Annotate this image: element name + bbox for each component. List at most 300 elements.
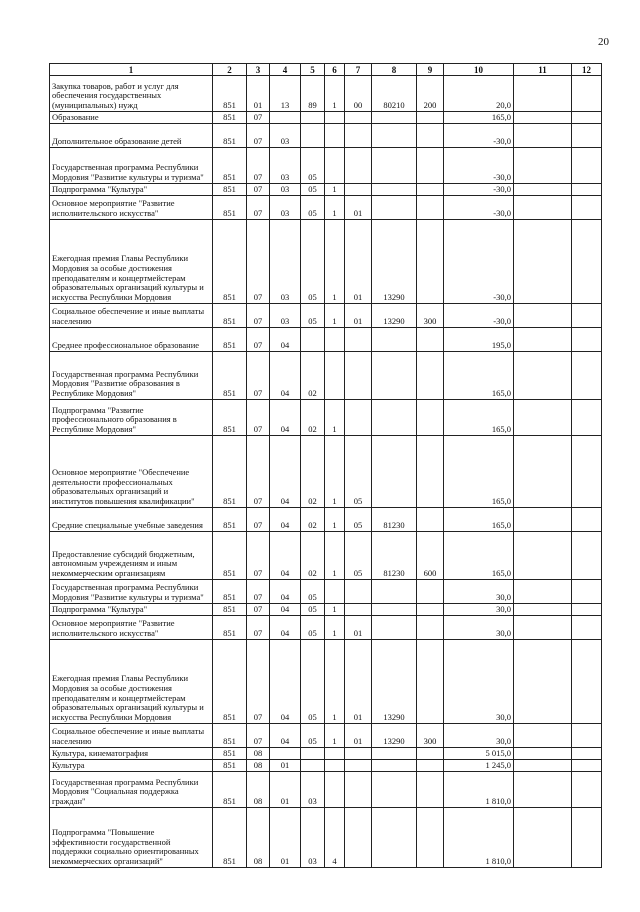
amount-cell-12 <box>572 124 602 148</box>
code-cell-4 <box>270 112 301 124</box>
code-cell-8 <box>372 400 417 436</box>
code-cell-9: 200 <box>417 76 444 112</box>
code-cell-7 <box>345 124 372 148</box>
table-row <box>50 580 602 604</box>
code-cell-7 <box>345 808 372 868</box>
table-row <box>50 748 602 760</box>
code-cell-7: 01 <box>345 304 372 328</box>
table-row <box>50 532 602 580</box>
row-name-cell: Ежегодная премия Главы Республики Мордовия за особые достижения преподавателям и концертмейстерам образовательных организаций культуры и искусства Республики Мордовия <box>50 640 213 724</box>
code-cell-3: 07 <box>247 184 270 196</box>
table-row <box>50 772 602 808</box>
amount-cell-11 <box>514 640 572 724</box>
code-cell-4: 03 <box>270 184 301 196</box>
amount-cell-11 <box>514 148 572 184</box>
code-cell-6: 1 <box>325 76 345 112</box>
code-cell-9: 300 <box>417 304 444 328</box>
code-cell-6: 1 <box>325 220 345 304</box>
code-cell-9 <box>417 436 444 508</box>
code-cell-5: 05 <box>301 304 325 328</box>
code-cell-3: 07 <box>247 124 270 148</box>
column-header: 8 <box>372 64 417 76</box>
code-cell-8 <box>372 760 417 772</box>
code-cell-9 <box>417 196 444 220</box>
code-cell-9 <box>417 616 444 640</box>
amount-cell: 165,0 <box>444 436 514 508</box>
table-row <box>50 616 602 640</box>
code-cell-7: 01 <box>345 616 372 640</box>
row-name-cell: Государственная программа Республики Мордовия "Социальная поддержка граждан" <box>50 772 213 808</box>
amount-cell-12 <box>572 760 602 772</box>
amount-cell-12 <box>572 604 602 616</box>
code-cell-2: 851 <box>213 772 247 808</box>
code-cell-6: 1 <box>325 724 345 748</box>
code-cell-4: 04 <box>270 328 301 352</box>
amount-cell-12 <box>572 76 602 112</box>
amount-cell-11 <box>514 808 572 868</box>
code-cell-2: 851 <box>213 808 247 868</box>
amount-cell: -30,0 <box>444 148 514 184</box>
code-cell-5: 03 <box>301 808 325 868</box>
code-cell-6 <box>325 112 345 124</box>
column-header: 9 <box>417 64 444 76</box>
table-header-row <box>50 64 602 76</box>
column-header: 1 <box>50 64 213 76</box>
amount-cell: 1 245,0 <box>444 760 514 772</box>
amount-cell: 30,0 <box>444 640 514 724</box>
code-cell-5: 02 <box>301 352 325 400</box>
row-name-cell: Основное мероприятие "Развитие исполнительского искусства" <box>50 196 213 220</box>
code-cell-9 <box>417 604 444 616</box>
amount-cell: 165,0 <box>444 508 514 532</box>
amount-cell: -30,0 <box>444 220 514 304</box>
amount-cell-12 <box>572 196 602 220</box>
budget-table <box>49 63 602 868</box>
amount-cell-12 <box>572 640 602 724</box>
code-cell-4: 03 <box>270 124 301 148</box>
code-cell-2: 851 <box>213 328 247 352</box>
code-cell-2: 851 <box>213 124 247 148</box>
code-cell-3: 08 <box>247 748 270 760</box>
code-cell-6: 1 <box>325 304 345 328</box>
code-cell-6: 4 <box>325 808 345 868</box>
code-cell-2: 851 <box>213 148 247 184</box>
code-cell-5: 05 <box>301 640 325 724</box>
code-cell-7 <box>345 748 372 760</box>
code-cell-8 <box>372 808 417 868</box>
code-cell-8 <box>372 196 417 220</box>
amount-cell-12 <box>572 352 602 400</box>
code-cell-4: 13 <box>270 76 301 112</box>
code-cell-6 <box>325 352 345 400</box>
amount-cell: 5 015,0 <box>444 748 514 760</box>
code-cell-4: 04 <box>270 352 301 400</box>
code-cell-9 <box>417 640 444 724</box>
code-cell-9 <box>417 508 444 532</box>
amount-cell-11 <box>514 580 572 604</box>
code-cell-8: 13290 <box>372 640 417 724</box>
code-cell-5: 02 <box>301 532 325 580</box>
code-cell-6: 1 <box>325 196 345 220</box>
code-cell-5: 89 <box>301 76 325 112</box>
code-cell-6: 1 <box>325 532 345 580</box>
code-cell-5: 05 <box>301 184 325 196</box>
amount-cell-11 <box>514 220 572 304</box>
code-cell-2: 851 <box>213 724 247 748</box>
column-header: 10 <box>444 64 514 76</box>
column-header: 7 <box>345 64 372 76</box>
code-cell-5: 05 <box>301 220 325 304</box>
code-cell-7: 05 <box>345 532 372 580</box>
code-cell-7: 01 <box>345 724 372 748</box>
code-cell-3: 07 <box>247 400 270 436</box>
code-cell-9 <box>417 400 444 436</box>
row-name-cell: Подпрограмма "Культура" <box>50 604 213 616</box>
code-cell-2: 851 <box>213 352 247 400</box>
row-name-cell: Социальное обеспечение и иные выплаты населению <box>50 304 213 328</box>
table-body <box>50 76 602 868</box>
amount-cell: 195,0 <box>444 328 514 352</box>
code-cell-6 <box>325 124 345 148</box>
amount-cell: 165,0 <box>444 400 514 436</box>
code-cell-6 <box>325 748 345 760</box>
row-name-cell: Средние специальные учебные заведения <box>50 508 213 532</box>
amount-cell-11 <box>514 532 572 580</box>
table-row <box>50 112 602 124</box>
row-name-cell: Предоставление субсидий бюджетным, автономным учреждениям и иным некоммерческим организациям <box>50 532 213 580</box>
row-name-cell: Среднее профессиональное образование <box>50 328 213 352</box>
amount-cell: 30,0 <box>444 580 514 604</box>
amount-cell-11 <box>514 772 572 808</box>
code-cell-2: 851 <box>213 508 247 532</box>
amount-cell: 165,0 <box>444 352 514 400</box>
column-header: 2 <box>213 64 247 76</box>
table-row <box>50 436 602 508</box>
amount-cell: 1 810,0 <box>444 808 514 868</box>
table-row <box>50 196 602 220</box>
code-cell-6: 1 <box>325 436 345 508</box>
code-cell-9 <box>417 772 444 808</box>
code-cell-7: 01 <box>345 196 372 220</box>
code-cell-2: 851 <box>213 580 247 604</box>
amount-cell-11 <box>514 400 572 436</box>
code-cell-9 <box>417 748 444 760</box>
code-cell-8: 13290 <box>372 220 417 304</box>
code-cell-5 <box>301 748 325 760</box>
code-cell-3: 07 <box>247 148 270 184</box>
amount-cell-11 <box>514 76 572 112</box>
amount-cell-11 <box>514 196 572 220</box>
code-cell-2: 851 <box>213 748 247 760</box>
code-cell-6: 1 <box>325 604 345 616</box>
code-cell-8 <box>372 580 417 604</box>
column-header: 12 <box>572 64 602 76</box>
table-row <box>50 352 602 400</box>
amount-cell-12 <box>572 184 602 196</box>
amount-cell-11 <box>514 760 572 772</box>
table-row <box>50 220 602 304</box>
amount-cell-12 <box>572 724 602 748</box>
code-cell-6 <box>325 328 345 352</box>
column-header: 4 <box>270 64 301 76</box>
code-cell-9 <box>417 124 444 148</box>
amount-cell-11 <box>514 724 572 748</box>
amount-cell-11 <box>514 328 572 352</box>
amount-cell-11 <box>514 508 572 532</box>
table-row <box>50 400 602 436</box>
code-cell-7: 00 <box>345 76 372 112</box>
code-cell-9: 600 <box>417 532 444 580</box>
amount-cell: -30,0 <box>444 124 514 148</box>
code-cell-7 <box>345 148 372 184</box>
code-cell-9 <box>417 184 444 196</box>
row-name-cell: Культура <box>50 760 213 772</box>
code-cell-7 <box>345 604 372 616</box>
code-cell-3: 07 <box>247 112 270 124</box>
table-row <box>50 124 602 148</box>
code-cell-7 <box>345 400 372 436</box>
amount-cell-11 <box>514 184 572 196</box>
code-cell-3: 01 <box>247 76 270 112</box>
column-header: 11 <box>514 64 572 76</box>
amount-cell-12 <box>572 532 602 580</box>
code-cell-3: 07 <box>247 436 270 508</box>
code-cell-2: 851 <box>213 184 247 196</box>
amount-cell-12 <box>572 772 602 808</box>
code-cell-5: 05 <box>301 724 325 748</box>
code-cell-9: 300 <box>417 724 444 748</box>
code-cell-4: 04 <box>270 580 301 604</box>
code-cell-7 <box>345 352 372 400</box>
code-cell-9 <box>417 760 444 772</box>
amount-cell-11 <box>514 124 572 148</box>
code-cell-2: 851 <box>213 112 247 124</box>
table-row <box>50 76 602 112</box>
code-cell-4: 03 <box>270 148 301 184</box>
code-cell-8: 81230 <box>372 532 417 580</box>
amount-cell-12 <box>572 508 602 532</box>
code-cell-8: 13290 <box>372 724 417 748</box>
code-cell-8 <box>372 604 417 616</box>
code-cell-4: 03 <box>270 220 301 304</box>
code-cell-6: 1 <box>325 640 345 724</box>
table-row <box>50 304 602 328</box>
code-cell-8 <box>372 616 417 640</box>
amount-cell-11 <box>514 352 572 400</box>
code-cell-7 <box>345 760 372 772</box>
code-cell-6: 1 <box>325 400 345 436</box>
code-cell-7: 01 <box>345 220 372 304</box>
code-cell-2: 851 <box>213 400 247 436</box>
code-cell-2: 851 <box>213 304 247 328</box>
amount-cell: 20,0 <box>444 76 514 112</box>
table-row <box>50 760 602 772</box>
code-cell-8 <box>372 328 417 352</box>
amount-cell-12 <box>572 748 602 760</box>
amount-cell-12 <box>572 112 602 124</box>
code-cell-3: 07 <box>247 352 270 400</box>
table-row <box>50 184 602 196</box>
code-cell-6 <box>325 760 345 772</box>
code-cell-4: 01 <box>270 808 301 868</box>
code-cell-6 <box>325 148 345 184</box>
row-name-cell: Ежегодная премия Главы Республики Мордовия за особые достижения преподавателям и концертмейстерам образовательных организаций культуры и искусства Республики Мордовия <box>50 220 213 304</box>
row-name-cell: Подпрограмма "Развитие профессионального образования в Республике Мордовия" <box>50 400 213 436</box>
code-cell-8 <box>372 352 417 400</box>
code-cell-8: 80210 <box>372 76 417 112</box>
code-cell-5 <box>301 760 325 772</box>
amount-cell-11 <box>514 616 572 640</box>
code-cell-2: 851 <box>213 604 247 616</box>
row-name-cell: Государственная программа Республики Мордовия "Развитие культуры и туризма" <box>50 580 213 604</box>
amount-cell: -30,0 <box>444 304 514 328</box>
amount-cell-11 <box>514 604 572 616</box>
amount-cell: 1 810,0 <box>444 772 514 808</box>
column-header: 3 <box>247 64 270 76</box>
table-row <box>50 328 602 352</box>
code-cell-4: 04 <box>270 532 301 580</box>
amount-cell-11 <box>514 436 572 508</box>
amount-cell: -30,0 <box>444 184 514 196</box>
code-cell-3: 07 <box>247 640 270 724</box>
table-row <box>50 808 602 868</box>
code-cell-6 <box>325 580 345 604</box>
code-cell-3: 07 <box>247 508 270 532</box>
code-cell-7 <box>345 184 372 196</box>
code-cell-9 <box>417 220 444 304</box>
amount-cell: 165,0 <box>444 532 514 580</box>
code-cell-9 <box>417 808 444 868</box>
code-cell-3: 07 <box>247 616 270 640</box>
amount-cell-11 <box>514 112 572 124</box>
code-cell-2: 851 <box>213 196 247 220</box>
column-header: 5 <box>301 64 325 76</box>
amount-cell-12 <box>572 328 602 352</box>
amount-cell: 30,0 <box>444 724 514 748</box>
code-cell-4: 04 <box>270 640 301 724</box>
table-row <box>50 724 602 748</box>
code-cell-5: 02 <box>301 508 325 532</box>
code-cell-4 <box>270 748 301 760</box>
code-cell-7 <box>345 772 372 808</box>
code-cell-9 <box>417 352 444 400</box>
code-cell-5: 05 <box>301 148 325 184</box>
table-row <box>50 604 602 616</box>
column-header: 6 <box>325 64 345 76</box>
code-cell-8: 81230 <box>372 508 417 532</box>
code-cell-5: 02 <box>301 436 325 508</box>
code-cell-7: 05 <box>345 436 372 508</box>
amount-cell-11 <box>514 748 572 760</box>
code-cell-8 <box>372 436 417 508</box>
row-name-cell: Государственная программа Республики Мордовия "Развитие культуры и туризма" <box>50 148 213 184</box>
table-row <box>50 640 602 724</box>
page-number: 20 <box>598 36 609 48</box>
row-name-cell: Образование <box>50 112 213 124</box>
row-name-cell: Культура, кинематография <box>50 748 213 760</box>
code-cell-6: 1 <box>325 184 345 196</box>
code-cell-5: 02 <box>301 400 325 436</box>
code-cell-5 <box>301 328 325 352</box>
code-cell-7: 01 <box>345 640 372 724</box>
code-cell-3: 07 <box>247 304 270 328</box>
code-cell-3: 07 <box>247 220 270 304</box>
code-cell-2: 851 <box>213 640 247 724</box>
code-cell-6: 1 <box>325 616 345 640</box>
code-cell-4: 04 <box>270 616 301 640</box>
code-cell-4: 04 <box>270 724 301 748</box>
code-cell-6: 1 <box>325 508 345 532</box>
code-cell-7 <box>345 580 372 604</box>
code-cell-2: 851 <box>213 616 247 640</box>
code-cell-8 <box>372 124 417 148</box>
code-cell-7 <box>345 112 372 124</box>
row-name-cell: Основное мероприятие "Обеспечение деятельности профессиональных образовательных организаций и институтов повышения квалификации" <box>50 436 213 508</box>
code-cell-4: 04 <box>270 604 301 616</box>
amount-cell-12 <box>572 304 602 328</box>
code-cell-9 <box>417 328 444 352</box>
code-cell-3: 07 <box>247 604 270 616</box>
code-cell-2: 851 <box>213 436 247 508</box>
code-cell-3: 08 <box>247 772 270 808</box>
code-cell-4: 04 <box>270 436 301 508</box>
code-cell-2: 851 <box>213 760 247 772</box>
code-cell-2: 851 <box>213 220 247 304</box>
amount-cell: 30,0 <box>444 604 514 616</box>
code-cell-6 <box>325 772 345 808</box>
code-cell-4: 04 <box>270 508 301 532</box>
row-name-cell: Закупка товаров, работ и услуг для обеспечения государственных (муниципальных) нужд <box>50 76 213 112</box>
code-cell-9 <box>417 112 444 124</box>
row-name-cell: Подпрограмма "Культура" <box>50 184 213 196</box>
code-cell-5: 05 <box>301 616 325 640</box>
row-name-cell: Государственная программа Республики Мордовия "Развитие образования в Республике Мордовия" <box>50 352 213 400</box>
code-cell-3: 08 <box>247 760 270 772</box>
code-cell-8 <box>372 184 417 196</box>
amount-cell-12 <box>572 616 602 640</box>
code-cell-8 <box>372 112 417 124</box>
table-row <box>50 508 602 532</box>
row-name-cell: Подпрограмма "Повышение эффективности государственной поддержки социально ориентированных некоммерческих организаций" <box>50 808 213 868</box>
amount-cell-12 <box>572 148 602 184</box>
amount-cell-12 <box>572 580 602 604</box>
code-cell-7 <box>345 328 372 352</box>
code-cell-3: 08 <box>247 808 270 868</box>
amount-cell: 30,0 <box>444 616 514 640</box>
row-name-cell: Дополнительное образование детей <box>50 124 213 148</box>
code-cell-3: 07 <box>247 196 270 220</box>
amount-cell-11 <box>514 304 572 328</box>
code-cell-4: 03 <box>270 304 301 328</box>
code-cell-8 <box>372 772 417 808</box>
code-cell-3: 07 <box>247 580 270 604</box>
code-cell-7: 05 <box>345 508 372 532</box>
code-cell-9 <box>417 148 444 184</box>
code-cell-5: 05 <box>301 604 325 616</box>
amount-cell-12 <box>572 808 602 868</box>
code-cell-3: 07 <box>247 532 270 580</box>
code-cell-4: 04 <box>270 400 301 436</box>
amount-cell: -30,0 <box>444 196 514 220</box>
code-cell-2: 851 <box>213 532 247 580</box>
code-cell-5: 03 <box>301 772 325 808</box>
amount-cell: 165,0 <box>444 112 514 124</box>
code-cell-8 <box>372 748 417 760</box>
table-row <box>50 148 602 184</box>
amount-cell-12 <box>572 436 602 508</box>
code-cell-4: 01 <box>270 760 301 772</box>
code-cell-5 <box>301 124 325 148</box>
